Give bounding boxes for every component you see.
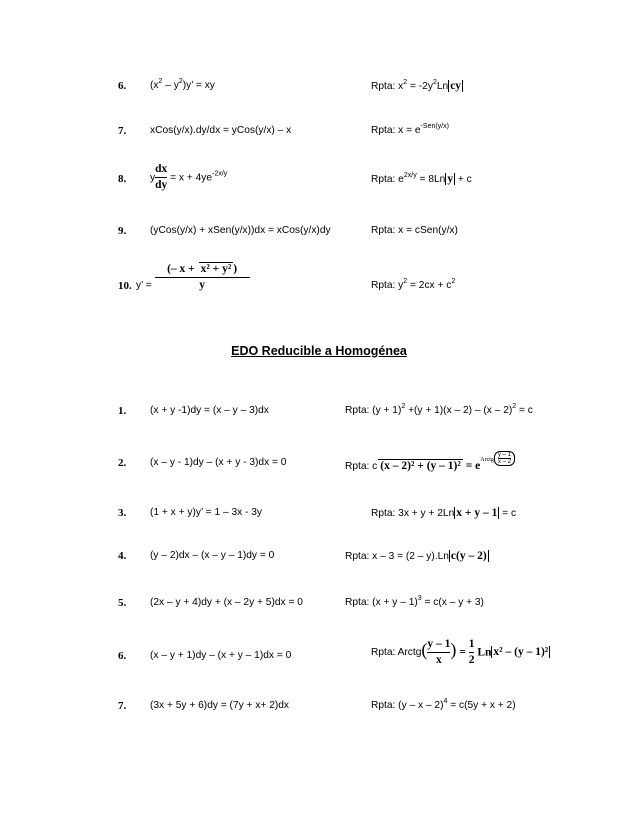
equation: y’ = $\frac{\text{(– x + x² + y² )}}{y}$ bbox=[136, 262, 250, 293]
equation: $(x^2 - y^2)y$’ = xy bbox=[150, 78, 215, 91]
equation: (1 + x + y)y’ = 1 – 3x - 3y bbox=[150, 507, 263, 518]
answer: Rpta: 3x + y + 2Ln x + y – 1 = c bbox=[371, 507, 517, 519]
answer: Rpta: $e^{2x/y} = 8Ln$ y + c bbox=[371, 172, 472, 185]
exercise-6b bbox=[0, 638, 638, 668]
equation: y $\frac{dx}{dy}$ = $x + 4ye^{-2x/y}$ bbox=[150, 163, 228, 191]
exercise-4 bbox=[0, 550, 638, 580]
exercise-number: 10. bbox=[118, 280, 132, 292]
answer: Rpta: (y – x – 2)$^4$ = c(5y + x + 2) bbox=[371, 698, 516, 711]
answer: Rpta: $y^2 = 2cx + c^2$ bbox=[371, 278, 456, 291]
exercise-8 bbox=[0, 163, 638, 193]
answer: Rpta: $x = e^{-Sen(y/x)}$ bbox=[371, 123, 449, 136]
exercise-number: 7. bbox=[118, 700, 127, 712]
exercise-6 bbox=[0, 80, 638, 110]
exercise-number: 8. bbox=[118, 173, 127, 185]
equation: (x + y -1)dy = (x – y – 3)dx bbox=[150, 405, 269, 416]
answer: Rpta: x = cSen(y/x) bbox=[371, 225, 458, 236]
exercise-1 bbox=[0, 405, 638, 435]
exercise-7b bbox=[0, 700, 638, 730]
answer: Rpta: Arctg( $\frac{y - 1}{x}$ ) = $\frac{1}{2}$ Ln x² – (y – 1)² bbox=[371, 638, 549, 666]
exercise-number: 7. bbox=[118, 125, 127, 137]
answer: Rpta: x – 3 = (2 – y).Ln c(y – 2) bbox=[345, 550, 487, 562]
section-heading: EDO Reducible a Homogénea bbox=[231, 344, 407, 358]
equation: (2x – y + 4)dy + (x – 2y + 5)dx = 0 bbox=[150, 597, 303, 608]
equation: xCos(y/x).dy/dx = yCos(y/x) – x bbox=[150, 125, 292, 136]
exercise-number: 4. bbox=[118, 550, 127, 562]
exercise-7 bbox=[0, 125, 638, 155]
equation: (y – 2)dx – (x – y – 1)dy = 0 bbox=[150, 550, 275, 561]
answer: Rpta: $x^2 = -2y^2Ln$ cy bbox=[371, 79, 462, 92]
exercise-number: 1. bbox=[118, 405, 127, 417]
exercise-9 bbox=[0, 225, 638, 255]
exercise-3 bbox=[0, 507, 638, 537]
exercise-number: 5. bbox=[118, 597, 127, 609]
exercise-5 bbox=[0, 597, 638, 627]
equation: (yCos(y/x) + xSen(y/x))dx = xCos(y/x)dy bbox=[150, 225, 331, 236]
answer: Rpta: $(y + 1)^2 +(y + 1)(x - 2) - (x - 2)^2 = c$ bbox=[345, 403, 533, 416]
answer: Rpta: $(x + y - 1)^3 = c(x - y + 3)$ bbox=[345, 595, 484, 608]
equation: (3x + 5y + 6)dy = (7y + x+ 2)dx bbox=[150, 700, 290, 711]
exercise-number: 6. bbox=[118, 80, 127, 92]
exercise-number: 3. bbox=[118, 507, 127, 519]
exercise-number: 9. bbox=[118, 225, 127, 237]
exercise-number: 6. bbox=[118, 650, 127, 662]
exercise-10 bbox=[0, 262, 638, 292]
equation: (x – y - 1)dy – (x + y - 3)dx = 0 bbox=[150, 457, 287, 468]
answer: Rpta: c $(x - 2)^2 + (y - 1)^2 = e^{Arctg}$ $\frac{y - 1}{x - 2}$ bbox=[345, 457, 515, 472]
exercise-2 bbox=[0, 452, 638, 487]
exercise-number: 2. bbox=[118, 457, 127, 469]
equation: (x – y + 1)dy – (x + y – 1)dx = 0 bbox=[150, 650, 292, 661]
